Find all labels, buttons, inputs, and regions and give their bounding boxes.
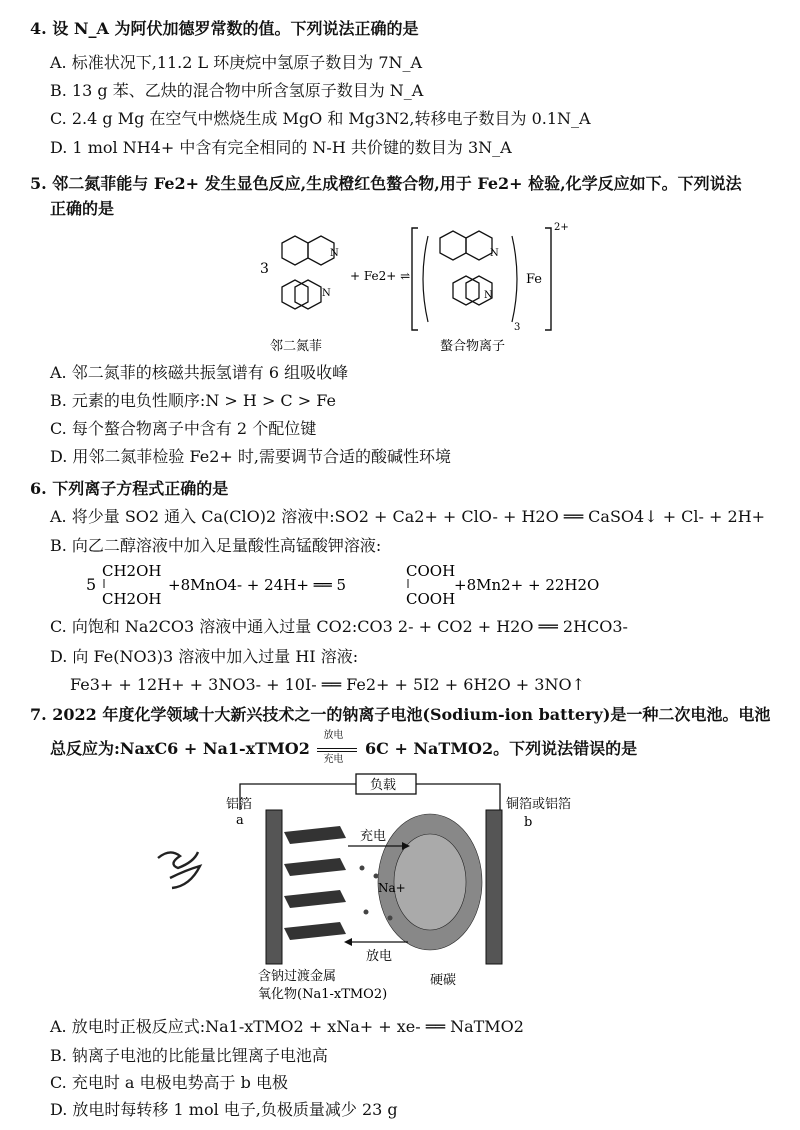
q7-stem-line2 [50,729,638,765]
q7-stem-line1: 7. 2022 年度化学领域十大新兴技术之一的钠离子电池(Sodium-ion battery)是一种二次电池。电池 [30,705,771,724]
label-cathode-2: 氧化物(Na1-xTMO2) [258,987,388,1002]
q6-option-c: C. 向饱和 Na2CO3 溶液中通入过量 CO2:CO3 2- + CO2 + H2O ══ 2HCO3- [50,617,628,636]
label-cathode-1: 含钠过渡金属 [258,969,337,984]
q6-d-equation: Fe3+ + 12H+ + 3NO3- + 10I- ══ Fe2+ + 5I2 + 6H2O + 3NO↑ [70,675,585,694]
q7-stem-pre: 总反应为:NaxC6 + Na1-xTMO2 [50,739,310,758]
label-na-ion: Na+ [378,881,406,895]
eq-cooh-bottom: COOH [406,590,456,608]
label-al-foil: 铝箔 [226,797,253,812]
fig-charge: 2+ [554,222,569,233]
eq-middle: +8MnO4- + 24H+ ══ 5 [168,576,347,594]
n-atom-1: N [330,248,339,259]
eq-coef-1: 5 [86,575,97,594]
label-phenanthroline: 邻二氮菲 [270,339,323,354]
q6-option-a: A. 将少量 SO2 通入 Ca(ClO)2 溶液中:SO2 + Ca2+ + ClO- + H2O ══ CaSO4↓ + Cl- + 2H+ [50,507,766,526]
q5-option-a: A. 邻二氮菲的核磁共振氢谱有 6 组吸收峰 [50,363,349,382]
q7-option-a: A. 放电时正极反应式:Na1-xTMO2 + xNa+ + xe- ══ NaTMO2 [50,1017,524,1036]
q7-stem-post: 6C + NaTMO2。下列说法错误的是 [365,739,638,758]
label-discharge: 放电 [366,949,393,964]
label-b: b [524,815,533,830]
q7-option-b: B. 钠离子电池的比能量比锂离子电池高 [50,1046,328,1065]
q5-option-c: C. 每个螯合物离子中含有 2 个配位键 [50,419,317,438]
eq-ch2oh-bottom: CH2OH [102,590,162,608]
q4-stem: 4. 设 N_A 为阿伏加德罗常数的值。下列说法正确的是 [30,19,419,38]
q4-option-c: C. 2.4 g Mg 在空气中燃烧生成 MgO 和 Mg3N2,转移电子数目为 0.1N_A [50,109,591,128]
label-a: a [236,813,244,828]
fig-plus: + Fe2+ ⇌ [350,269,411,283]
eq-cooh-top: COOH [406,562,456,580]
electrode-a [266,810,282,964]
cathode-layers [284,826,346,940]
q4-option-d: D. 1 mol NH4+ 中含有完全相同的 N-H 共价键的数目为 3N_A [50,138,512,157]
q7-option-c: C. 充电时 a 电极电势高于 b 电极 [50,1073,288,1092]
q7-reaction-arrow [315,729,359,765]
q4-option-b: B. 13 g 苯、乙炔的混合物中所含氢原子数目为 N_A [50,81,424,100]
n-atom-2: N [322,288,331,299]
label-cu-foil: 铜箔或铝箔 [506,797,572,812]
label-charge: 充电 [360,829,387,844]
q5-reaction-figure [250,218,570,358]
q5-stem-line2: 正确的是 [50,199,115,218]
chelate-n-1: N [490,248,499,259]
chelate-n-2: N [484,290,493,301]
arrow-top-label: 放电 [323,729,344,741]
handwritten-mark [150,838,210,898]
fig-coef: 3 [260,261,269,277]
fig-count: 3 [514,322,521,333]
arrow-bottom-label: 充电 [323,753,344,765]
q4-option-a: A. 标准状况下,11.2 L 环庚烷中氢原子数目为 7N_A [50,53,423,72]
q7-option-d: D. 放电时每转移 1 mol 电子,负极质量减少 23 g [50,1100,398,1119]
eq-tail: +8Mn2+ + 22H2O [454,576,600,594]
q5-option-b: B. 元素的电负性顺序:N > H > C > Fe [50,391,336,410]
label-hard-carbon: 硬碳 [430,973,457,988]
q6-option-b: B. 向乙二醇溶液中加入足量酸性高锰酸钾溶液: [50,536,382,555]
q6-b-equation [84,558,600,610]
label-chelate: 螯合物离子 [440,339,506,354]
fig-metal: Fe [526,272,543,287]
load-label: 负载 [370,778,397,793]
q6-stem: 6. 下列离子方程式正确的是 [30,479,229,498]
q5-option-d: D. 用邻二氮菲检验 Fe2+ 时,需要调节合适的酸碱性环境 [50,447,451,466]
electrode-b [486,810,502,964]
q6-option-d: D. 向 Fe(NO3)3 溶液中加入过量 HI 溶液: [50,647,359,666]
eq-ch2oh-top: CH2OH [102,562,162,580]
q5-stem-line1: 5. 邻二氮菲能与 Fe2+ 发生显色反应,生成橙红色螯合物,用于 Fe2+ 检验,化学反应如下。下列说法 [30,174,742,193]
